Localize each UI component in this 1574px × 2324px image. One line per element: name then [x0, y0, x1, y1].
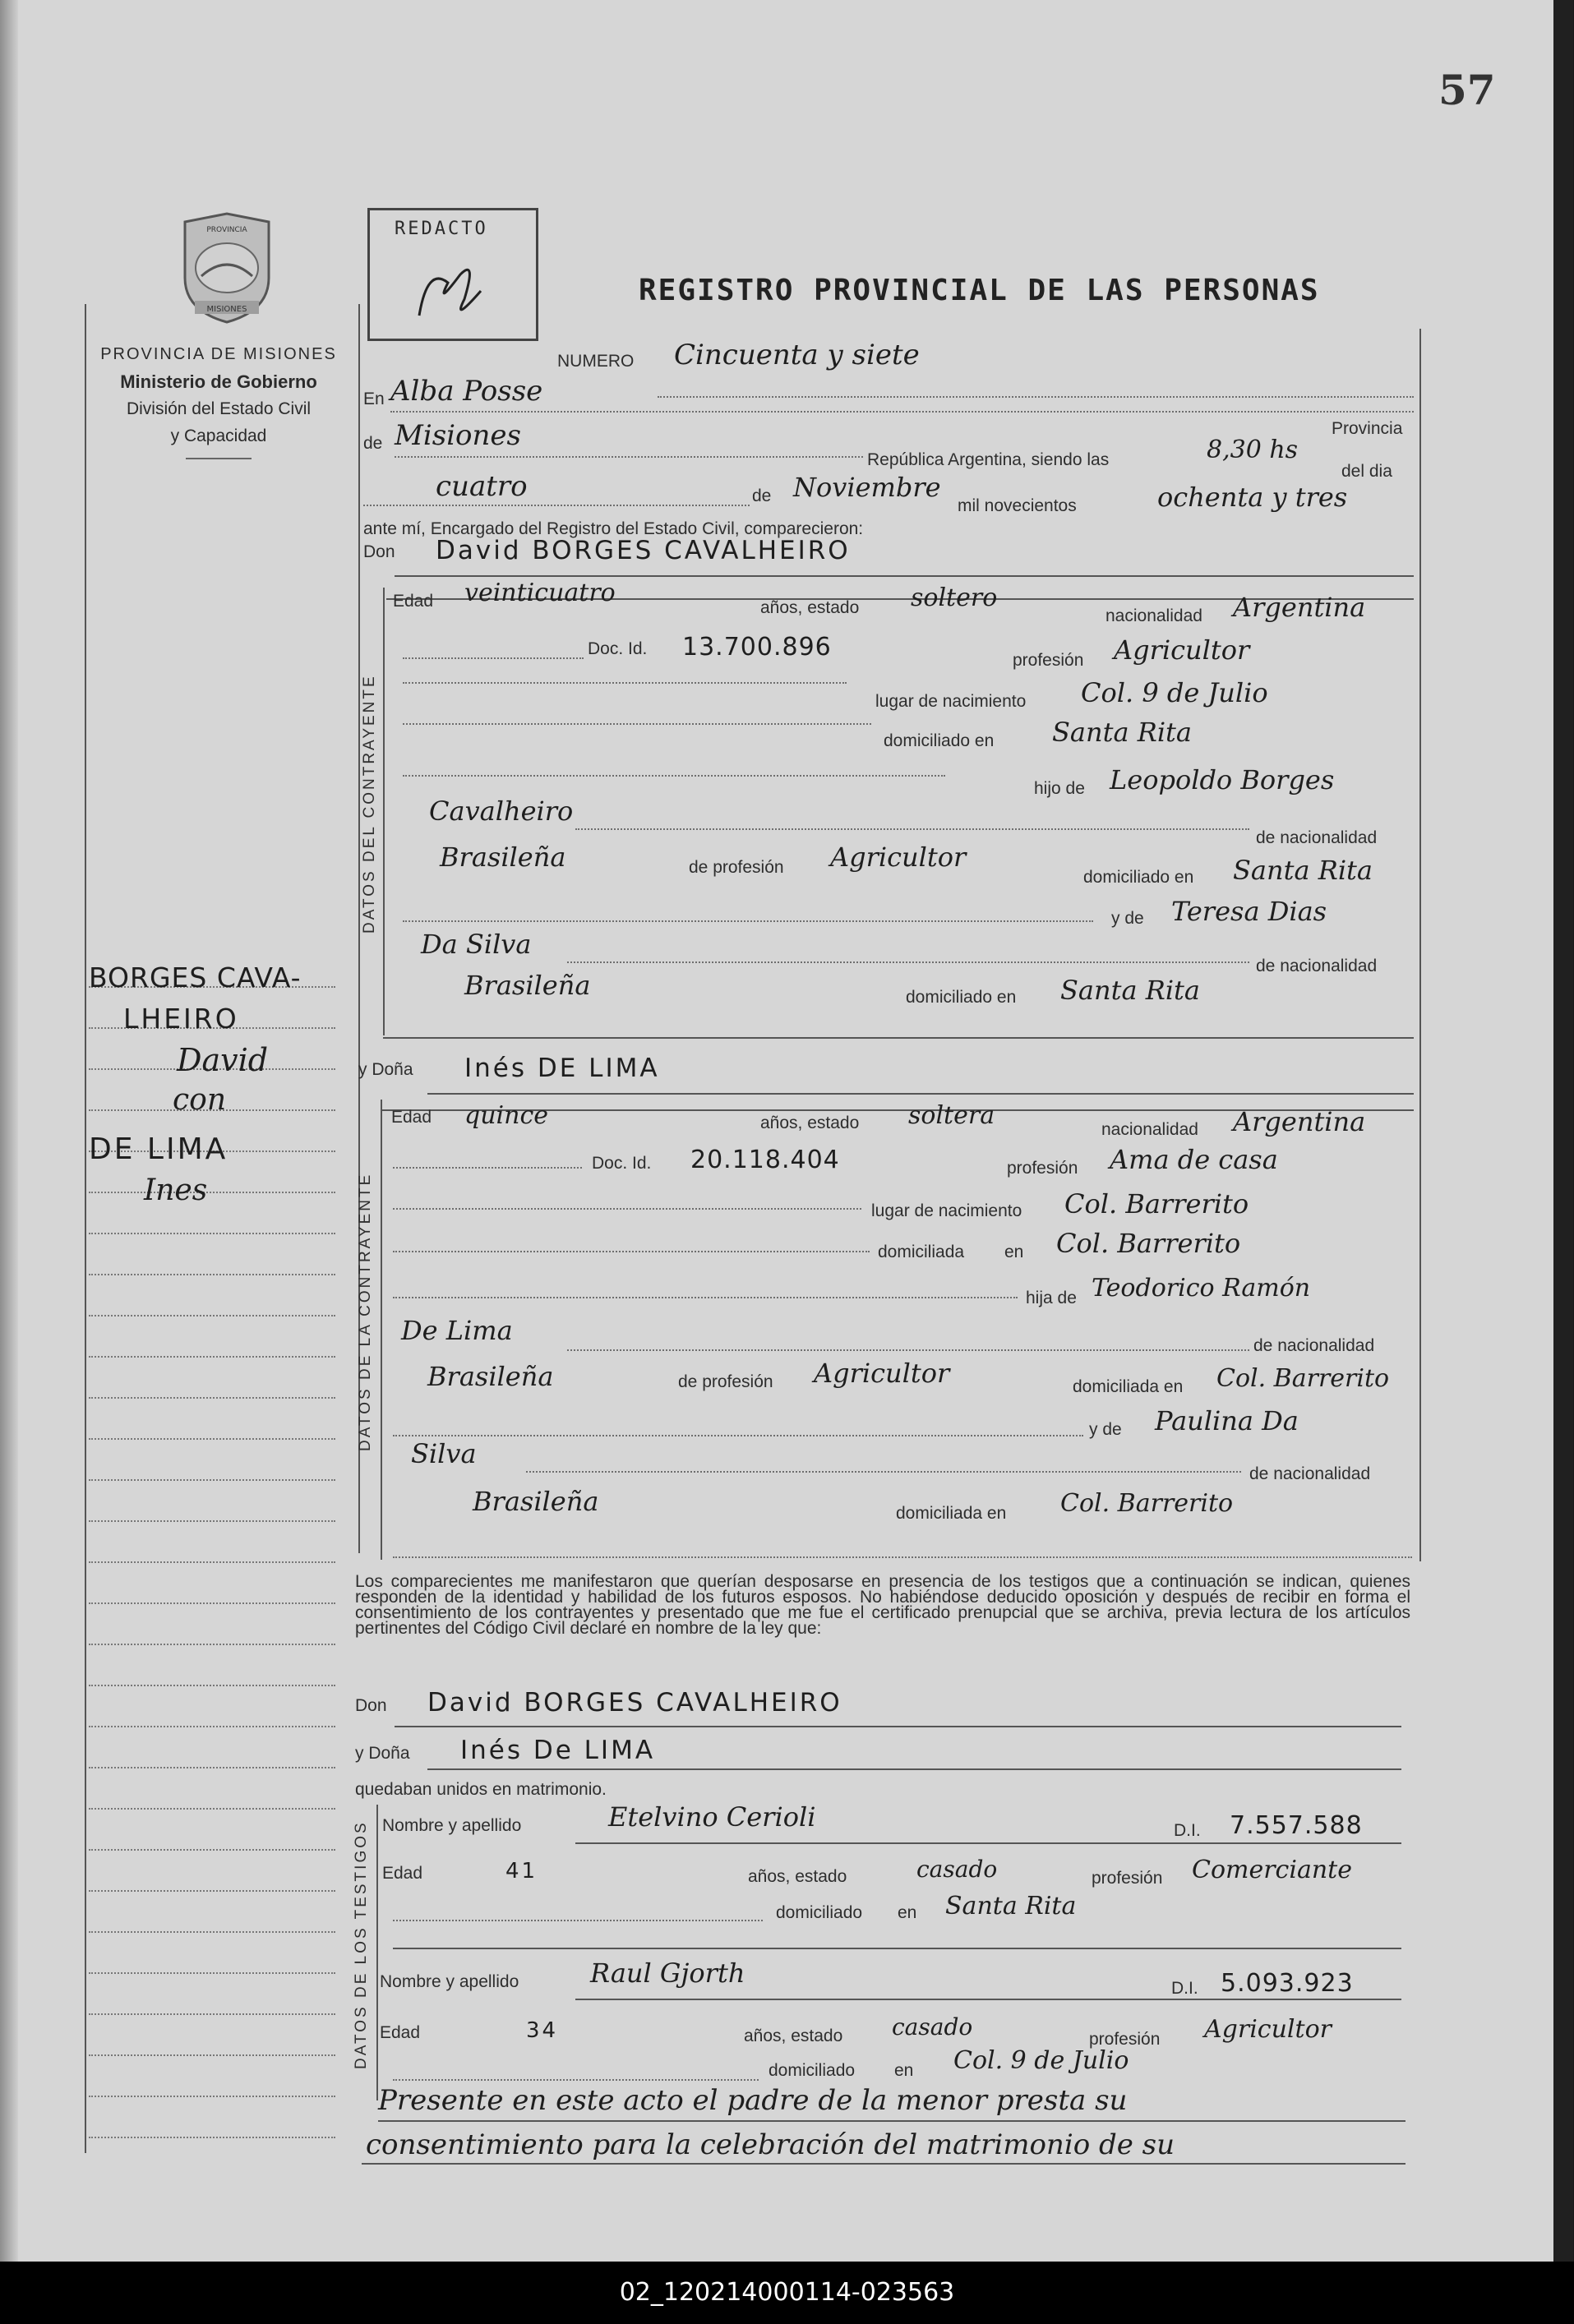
org-province: PROVINCIA DE MISIONES — [100, 345, 337, 363]
groom-doc-label: Doc. Id. — [588, 639, 648, 658]
w1-di: 7.557.588 — [1230, 1811, 1363, 1840]
groom-lugar: Col. 9 de Julio — [1081, 677, 1268, 708]
groom-madre-2: Da Silva — [421, 929, 532, 960]
decl-dona-value: Inés De LIMA — [460, 1736, 656, 1765]
w2-edad-label: Edad — [380, 2023, 421, 2042]
note-line-1: Presente en este acto el padre de la menor presta su — [378, 2084, 1128, 2117]
org-capacity: y Capacidad — [170, 427, 267, 445]
bride-madre-dom: Col. Barrerito — [1060, 1489, 1234, 1518]
bride-lugar-label: lugar de nacimiento — [871, 1201, 1022, 1220]
quedaban-text: quedaban unidos en matrimonio. — [355, 1780, 607, 1799]
w1-estado: casado — [916, 1856, 998, 1883]
groom-dom-label: domiciliado en — [884, 731, 995, 750]
margin-note-line-5: DE LIMA — [89, 1132, 228, 1166]
book-binding — [0, 0, 18, 2262]
bride-madre-2: Silva — [411, 1438, 477, 1469]
w2-profesion: Agricultor — [1204, 2015, 1332, 2044]
bride-dom-label: domiciliada — [878, 1243, 965, 1261]
province-seal-icon — [177, 212, 277, 324]
groom-edad-label: Edad — [393, 592, 434, 611]
bride-section-label: DATOS DE LA CONTRAYENTE — [357, 1172, 374, 1451]
w2-dom-label: domiciliado — [769, 2061, 856, 2080]
bride-padre-dom: Col. Barrerito — [1216, 1364, 1390, 1393]
redacto-stamp — [367, 208, 538, 341]
groom-hijo-label: hijo de — [1034, 779, 1085, 798]
groom-anios-label: años, estado — [760, 598, 860, 617]
w2-nombre-label: Nombre y apellido — [380, 1972, 519, 1991]
org-ministry: Ministerio de Gobierno — [120, 371, 317, 392]
groom-madre-dom-label: domiciliado en — [906, 988, 1017, 1007]
del-dia-label: del dia — [1341, 462, 1392, 481]
bride-padre-dom-label: domiciliada en — [1073, 1377, 1184, 1396]
w2-di-label: D.I. — [1171, 1979, 1198, 1998]
republica-text: República Argentina, siendo las — [867, 450, 1110, 469]
groom-padre-dom-label: domiciliado en — [1083, 868, 1194, 887]
bride-hija-label: hija de — [1026, 1289, 1077, 1307]
de2-label: de — [752, 486, 772, 505]
bride-en-label: en — [1004, 1243, 1024, 1261]
bride-padre-prof: Agricultor — [814, 1358, 950, 1389]
de-label: de — [363, 434, 383, 453]
margin-note-line-2: LHEIRO — [123, 1003, 239, 1035]
bride-madre-de-nac-label: de nacionalidad — [1249, 1464, 1371, 1483]
w2-edad: 34 — [526, 2018, 559, 2043]
groom-de-prof-label: de profesión — [689, 858, 784, 877]
en-value: Alba Posse — [390, 375, 543, 408]
groom-profesion: Agricultor — [1114, 634, 1250, 666]
declaration-paragraph: Los comparecientes me manifestaron que querían desposarse en presencia de los testigos que a continuación se indican, quienes responden de la identidad y habilidad de los futuros esposos. No habiéndose deducido oposición y después de recibir en forma el consentimiento de los contrayentes y presentado que me fue el certificado prenupcial que se archiva, previa lectura de los artículos pertinentes del Código Civil declaré en nombre de la ley que: — [355, 1572, 1410, 1638]
w1-nombre-label: Nombre y apellido — [382, 1816, 522, 1835]
groom-nac-label: nacionalidad — [1105, 606, 1202, 625]
bride-padre-2: De Lima — [401, 1315, 513, 1346]
bride-doc-label: Doc. Id. — [592, 1154, 652, 1173]
bride-nac-label: nacionalidad — [1101, 1120, 1198, 1139]
bride-madre-1: Paulina Da — [1155, 1405, 1299, 1436]
mil-label: mil novecientos — [958, 496, 1077, 515]
groom-madre-nac: Brasileña — [464, 970, 591, 1001]
seal-bottom-text: MISIONES — [206, 305, 247, 314]
w1-domicilio: Santa Rita — [945, 1892, 1077, 1921]
groom-nacionalidad: Argentina — [1233, 592, 1366, 623]
w1-di-label: D.I. — [1174, 1821, 1201, 1840]
w1-edad-label: Edad — [382, 1864, 423, 1883]
groom-doc: 13.700.896 — [682, 633, 832, 662]
w1-en-label: en — [898, 1903, 917, 1922]
w1-profesion: Comerciante — [1192, 1856, 1352, 1884]
groom-madre-de-nac-label: de nacionalidad — [1256, 957, 1378, 975]
stamp-label: REDACTO — [395, 219, 488, 239]
provincia-label: Provincia — [1332, 419, 1403, 438]
groom-y-de-label: y de — [1111, 909, 1144, 928]
groom-prof-label: profesión — [1013, 651, 1084, 670]
bride-profesion: Ama de casa — [1110, 1144, 1278, 1175]
initials-signature — [403, 250, 501, 332]
groom-madre-1: Teresa Dias — [1171, 896, 1327, 927]
seal-top-text: PROVINCIA — [206, 226, 247, 234]
bride-lugar: Col. Barrerito — [1064, 1188, 1249, 1220]
groom-lugar-label: lugar de nacimiento — [875, 692, 1027, 711]
org-block — [87, 341, 350, 459]
numero-value: Cincuenta y siete — [674, 339, 920, 371]
dia-value: cuatro — [436, 470, 528, 503]
margin-note-line-1: BORGES CAVA- — [89, 961, 302, 994]
groom-name: David BORGES CAVALHEIRO — [436, 536, 851, 565]
w2-estado: casado — [892, 2013, 973, 2040]
w2-anios-label: años, estado — [744, 2027, 843, 2045]
groom-estado: soltero — [911, 583, 998, 612]
bride-prof-label: profesión — [1007, 1159, 1078, 1178]
groom-edad: veinticuatro — [464, 579, 616, 607]
decl-dona-label: y Doña — [355, 1744, 410, 1763]
note-line-2: consentimiento para la celebración del matrimonio de su — [366, 2128, 1175, 2161]
dona-label: y Doña — [358, 1060, 413, 1079]
margin-note-line-6: Ines — [144, 1174, 208, 1207]
image-caption: 02_120214000114-023563 — [0, 2262, 1574, 2324]
w2-prof-label: profesión — [1089, 2030, 1161, 2049]
groom-section-label: DATOS DEL CONTRAYENTE — [361, 674, 378, 934]
bride-edad: quince — [464, 1101, 548, 1130]
bride-de-prof-label: de profesión — [678, 1372, 773, 1391]
bride-anios-label: años, estado — [760, 1114, 860, 1132]
w1-dom-label: domiciliado — [776, 1903, 863, 1922]
bride-doc: 20.118.404 — [690, 1146, 840, 1174]
witnesses-section-label: DATOS DE LOS TESTIGOS — [353, 1820, 370, 2069]
numero-label: NUMERO — [557, 352, 635, 371]
bride-y-de-label: y de — [1089, 1420, 1122, 1439]
don-label: Don — [363, 542, 395, 561]
margin-note-line-4: con — [173, 1083, 227, 1117]
decl-don-value: David BORGES CAVALHEIRO — [427, 1688, 842, 1718]
decl-don-label: Don — [355, 1696, 387, 1715]
hora-value: 8,30 hs — [1207, 436, 1299, 464]
bride-nacionalidad: Argentina — [1233, 1106, 1366, 1137]
bride-name: Inés DE LIMA — [464, 1054, 660, 1083]
groom-padre-nac: Brasileña — [440, 842, 566, 873]
groom-domicilio: Santa Rita — [1052, 717, 1192, 748]
w2-domicilio: Col. 9 de Julio — [953, 2046, 1129, 2075]
groom-madre-dom: Santa Rita — [1060, 975, 1200, 1006]
de-value: Misiones — [395, 419, 521, 452]
ante-text: ante mí, Encargado del Registro del Estado Civil, comparecieron: — [363, 519, 864, 538]
page-number: 57 — [1438, 66, 1496, 114]
en-label: En — [363, 390, 385, 408]
groom-padre-1: Leopoldo Borges — [1110, 764, 1335, 795]
bride-madre-nac: Brasileña — [473, 1486, 599, 1517]
bride-padre-nac: Brasileña — [427, 1361, 554, 1392]
groom-padre-dom: Santa Rita — [1233, 855, 1373, 886]
bride-de-nac-label: de nacionalidad — [1253, 1336, 1375, 1355]
bride-estado: soltera — [908, 1101, 995, 1130]
w1-anios-label: años, estado — [748, 1867, 847, 1886]
mes-value: Noviembre — [793, 472, 941, 503]
bride-edad-label: Edad — [391, 1108, 432, 1127]
anio-value: ochenta y tres — [1157, 482, 1348, 513]
bride-domicilio: Col. Barrerito — [1056, 1228, 1241, 1259]
groom-padre-prof: Agricultor — [830, 842, 967, 873]
w2-nombre: Raul Gjorth — [590, 1957, 745, 1989]
w1-edad: 41 — [505, 1859, 538, 1884]
w2-en-label: en — [894, 2061, 914, 2080]
org-division: División del Estado Civil — [126, 399, 312, 418]
w1-prof-label: profesión — [1092, 1869, 1163, 1888]
groom-padre-2: Cavalheiro — [429, 795, 574, 827]
bride-padre-1: Teodorico Ramón — [1092, 1274, 1311, 1303]
margin-note-line-3: David — [177, 1042, 269, 1078]
w1-nombre: Etelvino Cerioli — [608, 1801, 816, 1833]
document-title: REGISTRO PROVINCIAL DE LAS PERSONAS — [639, 274, 1320, 307]
w2-di: 5.093.923 — [1221, 1969, 1354, 1998]
bride-madre-dom-label: domiciliada en — [896, 1504, 1007, 1523]
groom-de-nac-label: de nacionalidad — [1256, 828, 1378, 847]
